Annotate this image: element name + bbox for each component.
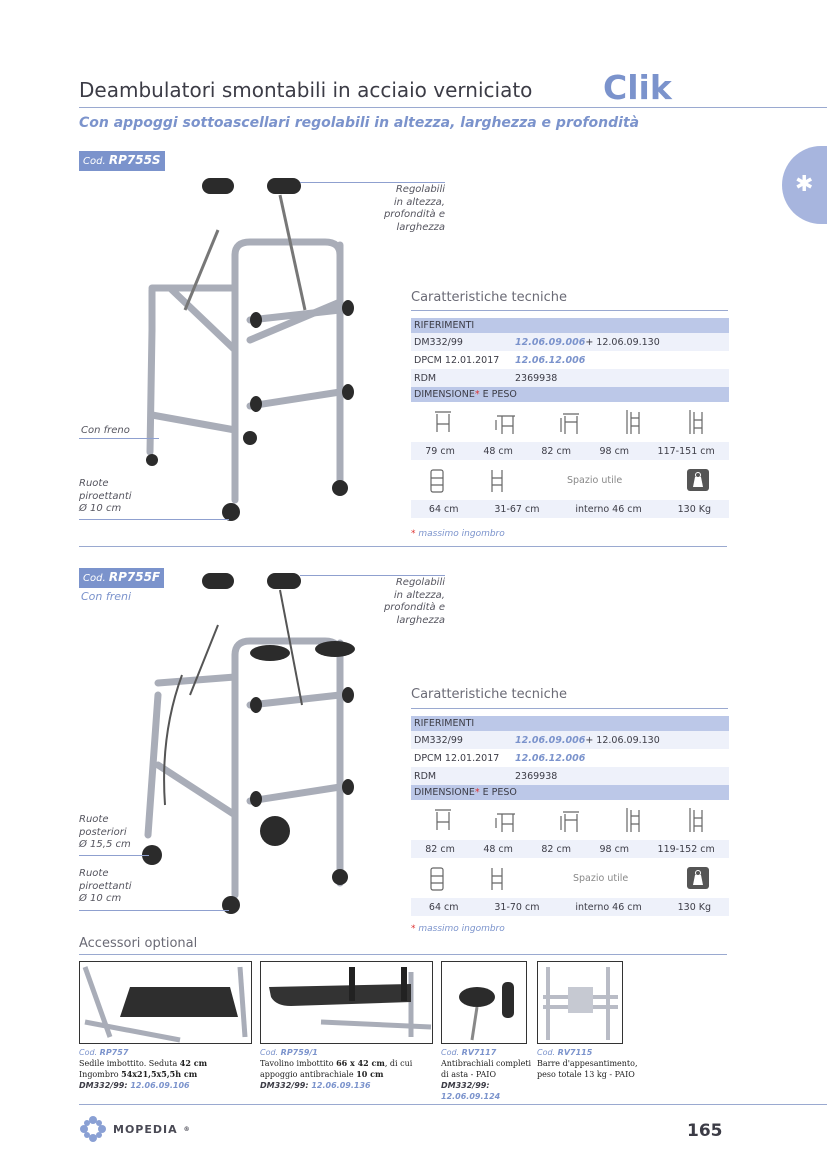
page-subtitle: Con appoggi sottoascellari regolabili in altezza, larghezza e profondità <box>79 115 640 131</box>
ref-label: RDM <box>414 770 437 782</box>
folded-width-icon <box>417 464 457 496</box>
callout-adjustable <box>360 577 445 627</box>
dim-value: 119-152 cm <box>657 843 715 855</box>
spec-rule <box>411 708 728 709</box>
dimension-icons-2 <box>411 858 729 898</box>
desc-bold: 54x21,5x5,5h cm <box>121 1069 198 1079</box>
accessory-desc: di asta - PAIO <box>441 1070 497 1079</box>
accessories-heading: Accessori optional <box>79 936 198 951</box>
height-dim-icon <box>614 406 654 438</box>
dm-label: DM332/99: <box>260 1081 309 1090</box>
ref-code: 12.06.12.006 <box>515 354 586 366</box>
section-rule <box>79 546 727 547</box>
logo-registered: ® <box>183 1125 191 1133</box>
spec-rule <box>411 310 728 311</box>
dim-label: E PESO <box>479 787 517 798</box>
callout-line: Ruote <box>79 814 109 825</box>
dimension-icons-2 <box>411 460 729 500</box>
header-rule <box>79 107 827 108</box>
callout-adjustable <box>360 184 445 234</box>
callout-line: larghezza <box>396 221 445 233</box>
cod-label: Cod. <box>79 1048 98 1057</box>
accessory-desc <box>260 1058 440 1069</box>
accessory-desc <box>260 1069 440 1080</box>
ref-row <box>411 369 729 387</box>
walker-photo-rp755f <box>130 565 370 925</box>
dm-code: 12.06.09.136 <box>311 1081 371 1090</box>
spec-heading: Caratteristiche tecniche <box>411 290 567 305</box>
ref-row <box>411 351 729 369</box>
dim-value: interno 46 cm <box>575 503 642 515</box>
accessory-photo-weights <box>537 961 623 1044</box>
cod-value: RP759/1 <box>280 1048 318 1057</box>
desc-text: appoggio antibrachiale <box>260 1070 357 1079</box>
callout-line: larghezza <box>396 614 445 626</box>
ref-label: RDM <box>414 372 437 384</box>
footnote <box>411 529 505 539</box>
dim-value: 130 Kg <box>677 503 712 515</box>
cod-value: RV7117 <box>461 1048 497 1057</box>
page-number: 165 <box>687 1121 723 1141</box>
accessory-dm <box>441 1080 536 1102</box>
references-header: RIFERIMENTI <box>411 716 729 731</box>
dimension-header <box>411 785 729 800</box>
dim-label: DIMENSIONE <box>414 389 475 400</box>
dim-value: 31-70 cm <box>494 901 540 913</box>
ref-row <box>411 731 729 749</box>
dim-value: 98 cm <box>599 445 630 457</box>
dim-value: 48 cm <box>483 445 513 457</box>
dim-value: 82 cm <box>541 445 571 457</box>
callout-line: piroettanti <box>79 490 132 502</box>
callout-line: piroettanti <box>79 880 132 892</box>
logo-text: MOPEDIA <box>113 1122 178 1136</box>
folded-width-icon <box>417 862 457 894</box>
cod-label: Cod. <box>441 1048 460 1057</box>
dim-star: * <box>474 389 480 400</box>
accessory-code <box>441 1047 536 1058</box>
desc-text: Sedile imbottito. Seduta <box>79 1059 180 1068</box>
dim-value: 79 cm <box>425 445 455 457</box>
spazio-label: Spazio utile <box>567 474 623 486</box>
accessory-code <box>79 1047 259 1058</box>
dim-value: 64 cm <box>428 901 459 913</box>
accessory-desc <box>79 1058 259 1069</box>
dm-label: DM332/99: <box>79 1081 128 1090</box>
accessory-photo-seat <box>79 961 252 1044</box>
dim-value: 98 cm <box>599 843 630 855</box>
desc-bold: 10 cm <box>356 1069 384 1079</box>
dim-value: interno 46 cm <box>575 901 642 913</box>
ref-label: DPCM 12.01.2017 <box>414 354 500 366</box>
walker-photo-rp755s <box>130 170 370 530</box>
callout-leader <box>79 438 159 439</box>
dim-value: 64 cm <box>428 503 459 515</box>
ref-row <box>411 767 729 785</box>
accessory-caption-rp757 <box>79 1047 259 1091</box>
ref-code: 12.06.12.006 <box>515 752 586 764</box>
dim-value: 82 cm <box>541 843 571 855</box>
dim-star: * <box>474 787 480 798</box>
desc-bold: 42 cm <box>179 1058 208 1068</box>
callout-leader <box>79 855 149 856</box>
dm-label: DM332/99: <box>441 1081 490 1090</box>
note-text: massimo ingombro <box>415 529 505 539</box>
dim-label: DIMENSIONE <box>414 787 475 798</box>
callout-line: posteriori <box>79 826 127 838</box>
ref-label: DPCM 12.01.2017 <box>414 752 500 764</box>
callout-line: Ruote <box>79 478 109 489</box>
dim-value: 31-67 cm <box>494 503 540 515</box>
cod-value: RV7115 <box>557 1048 593 1057</box>
side-tab <box>782 146 827 224</box>
dim-value: 48 cm <box>483 843 513 855</box>
accessory-photo-forearm <box>441 961 527 1044</box>
ref-label: DM332/99 <box>414 336 463 348</box>
dim-value: 130 Kg <box>677 901 712 913</box>
width-dim-icon <box>423 804 463 836</box>
callout-line: in altezza, <box>393 589 445 601</box>
callout-line: Ø 10 cm <box>79 893 122 904</box>
depth-dim-icon <box>486 406 526 438</box>
references-header: RIFERIMENTI <box>411 318 729 333</box>
cod-label: Cod. <box>83 156 106 167</box>
dimension-icons <box>411 800 729 840</box>
dim-value: 82 cm <box>425 843 455 855</box>
product-code: RP755S <box>108 153 161 167</box>
callout-leader <box>300 182 445 183</box>
folded-dim-icon <box>550 406 590 438</box>
callout-line: Regolabili <box>395 577 445 588</box>
weight-icon <box>678 862 718 894</box>
dimension-values-row2 <box>411 898 729 916</box>
accessory-desc <box>79 1069 259 1080</box>
ref-code: 12.06.09.006 <box>515 336 586 348</box>
dm-code: 12.06.09.106 <box>130 1081 190 1090</box>
desc-text: Tavolino imbottito <box>260 1059 337 1068</box>
accessory-desc: peso totale 13 kg - PAIO <box>537 1070 635 1079</box>
accessory-dm <box>79 1080 259 1091</box>
callout-brake: Con freno <box>81 425 130 436</box>
spazio-label: Spazio utile <box>573 872 629 884</box>
callout-wheels <box>79 868 132 906</box>
note-text: massimo ingombro <box>415 924 505 934</box>
page-title: Deambulatori smontabili in acciaio verniciato <box>79 78 533 102</box>
asterisk-icon: ✱ <box>795 172 814 197</box>
width-dim-icon <box>423 406 463 438</box>
footer-rule <box>79 1104 827 1105</box>
accessory-desc: Barre d'appesantimento, <box>537 1059 638 1068</box>
note-star: * <box>411 924 416 934</box>
product-code: RP755F <box>108 570 161 584</box>
dm-code: 12.06.09.124 <box>441 1092 501 1101</box>
dim-label: E PESO <box>479 389 517 400</box>
dimension-values-row1 <box>411 840 729 858</box>
handle-height-icon <box>677 804 717 836</box>
desc-text: , di cui <box>384 1059 413 1068</box>
accessory-photo-tray <box>260 961 433 1044</box>
weight-icon <box>678 464 718 496</box>
dimension-values-row1 <box>411 442 729 460</box>
cod-label: Cod. <box>260 1048 279 1057</box>
accessory-code <box>260 1047 440 1058</box>
folded-dim-icon <box>550 804 590 836</box>
ref-extra: + 12.06.09.130 <box>585 734 660 746</box>
desc-text: Ingombro <box>79 1070 122 1079</box>
footnote <box>411 924 505 934</box>
accessory-caption-rv7117 <box>441 1047 536 1102</box>
product-subtitle: Con freni <box>81 590 132 603</box>
ref-value: 2369938 <box>515 770 558 782</box>
mopedia-logo <box>79 1115 191 1143</box>
accessory-caption-rv7115 <box>537 1047 647 1080</box>
dimension-icons <box>411 402 729 442</box>
ref-code: 12.06.09.006 <box>515 734 586 746</box>
spec-table-rp755s <box>411 318 729 518</box>
dimension-header <box>411 387 729 402</box>
folded-depth-icon <box>477 464 517 496</box>
callout-leader <box>79 519 229 520</box>
callout-wheels <box>79 478 132 516</box>
spec-table-rp755f <box>411 716 729 916</box>
folded-depth-icon <box>477 862 517 894</box>
brand-name: Clik <box>603 68 672 107</box>
product-code-badge <box>79 151 165 171</box>
accessory-desc: Antibrachiali completi <box>441 1059 532 1068</box>
height-dim-icon <box>614 804 654 836</box>
callout-line: Ø 10 cm <box>79 503 122 514</box>
callout-leader <box>300 575 445 576</box>
callout-line: profondità e <box>383 602 445 613</box>
handle-height-icon <box>677 406 717 438</box>
flower-logo-icon <box>79 1115 107 1143</box>
ref-row <box>411 749 729 767</box>
callout-leader <box>79 910 229 911</box>
cod-label: Cod. <box>537 1048 556 1057</box>
cod-value: RP757 <box>99 1048 129 1057</box>
callout-line: Ø 15,5 cm <box>79 839 131 850</box>
accessory-code <box>537 1047 647 1058</box>
desc-bold: 66 x 42 cm <box>336 1058 385 1068</box>
accessories-rule <box>79 954 727 955</box>
dimension-values-row2 <box>411 500 729 518</box>
accessory-caption-rp759-1 <box>260 1047 440 1091</box>
note-star: * <box>411 529 416 539</box>
callout-line: in altezza, <box>393 196 445 208</box>
depth-dim-icon <box>486 804 526 836</box>
dim-value: 117-151 cm <box>657 445 715 457</box>
ref-label: DM332/99 <box>414 734 463 746</box>
spec-heading: Caratteristiche tecniche <box>411 687 567 702</box>
cod-label: Cod. <box>83 573 106 584</box>
callout-line: Regolabili <box>395 184 445 195</box>
callout-line: profondità e <box>383 209 445 220</box>
ref-row <box>411 333 729 351</box>
callout-rear-wheels <box>79 814 131 852</box>
accessory-dm <box>260 1080 440 1091</box>
ref-extra: + 12.06.09.130 <box>585 336 660 348</box>
callout-line: Ruote <box>79 868 109 879</box>
ref-value: 2369938 <box>515 372 558 384</box>
